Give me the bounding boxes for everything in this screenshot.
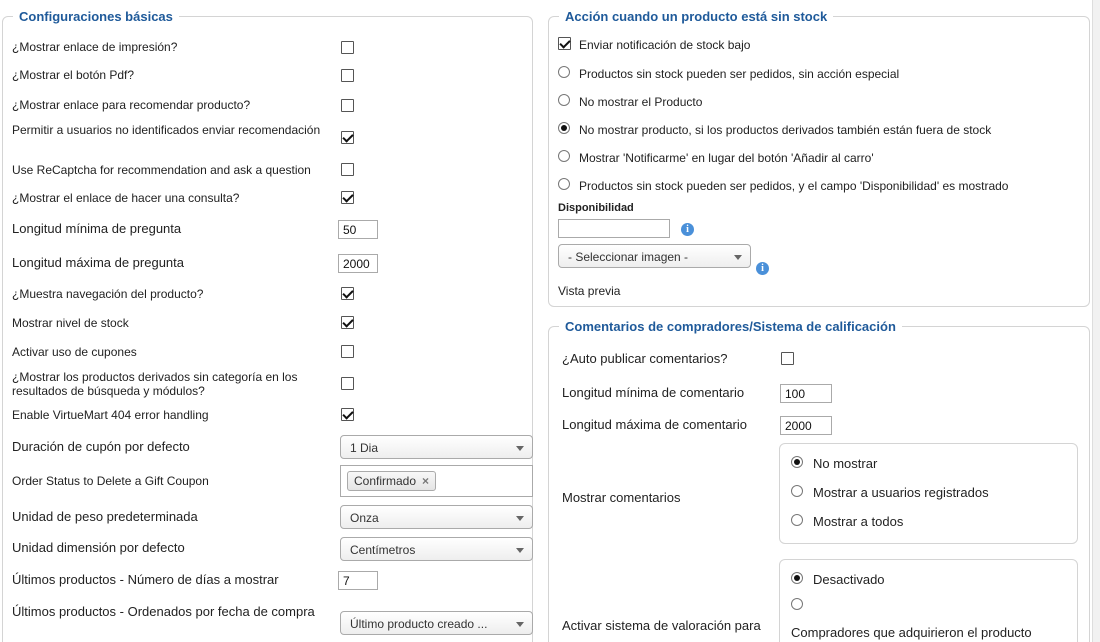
dimension-unit-row <box>12 541 185 555</box>
max-question-label: Longitud máxima de pregunta <box>12 255 185 270</box>
recaptcha-row <box>12 163 311 177</box>
recommend-link-checkbox[interactable] <box>341 99 354 112</box>
recaptcha-checkbox[interactable] <box>341 163 354 176</box>
anon-recommend-label: Permitir a usuarios no identificados enviar recomendación <box>12 123 321 137</box>
stock-level-label: Mostrar nivel de stock <box>12 316 129 330</box>
product-nav-checkbox[interactable] <box>341 287 354 300</box>
anon-recommend-row <box>12 123 322 137</box>
recaptcha-label: Use ReCaptcha for recommendation and ask a question <box>12 163 311 177</box>
coupons-row <box>12 345 137 359</box>
anon-recommend-checkbox[interactable] <box>341 131 354 144</box>
chevron-down-icon <box>516 446 524 451</box>
reviews-legend: Comentarios de compradores/Sistema de calificación <box>559 319 902 334</box>
show-comments-radio-0[interactable] <box>791 456 803 468</box>
show-comments-radio-2[interactable] <box>791 514 803 526</box>
basic-settings-legend: Configuraciones básicas <box>13 9 179 24</box>
ask-question-label: ¿Mostrar el enlace de hacer una consulta? <box>12 191 240 205</box>
close-icon[interactable]: × <box>422 474 430 488</box>
chevron-down-icon <box>516 622 524 627</box>
status-tag <box>347 471 436 491</box>
stock-option-label-1: No mostrar el Producto <box>579 95 703 109</box>
error-404-row <box>12 408 209 422</box>
coupons-label: Activar uso de cupones <box>12 345 137 359</box>
show-comments-option-1: Mostrar a usuarios registrados <box>813 485 989 500</box>
rating-buyers-text: Compradores que adquirieron el producto <box>791 625 1032 640</box>
max-question-row <box>12 256 184 270</box>
stock-option-radio-0[interactable] <box>558 66 570 78</box>
stock-level-checkbox[interactable] <box>341 316 354 329</box>
min-comment-input[interactable] <box>780 384 832 403</box>
max-comment-label: Longitud máxima de comentario <box>562 417 747 432</box>
pdf-button-row <box>12 68 134 82</box>
pdf-button-label: ¿Mostrar el botón Pdf? <box>12 68 135 82</box>
show-comments-option-2: Mostrar a todos <box>813 514 904 529</box>
weight-unit-label: Unidad de peso predeterminada <box>12 509 198 524</box>
print-link-checkbox[interactable] <box>341 41 354 54</box>
availability-input[interactable] <box>558 219 670 238</box>
info-icon[interactable]: i <box>681 223 694 236</box>
product-nav-label: ¿Muestra navegación del producto? <box>12 287 204 301</box>
chevron-down-icon <box>516 548 524 553</box>
max-comment-input[interactable] <box>780 416 832 435</box>
print-link-row <box>12 40 177 54</box>
auto-publish-checkbox[interactable] <box>781 352 794 365</box>
status-tag-label: Confirmado <box>354 474 417 488</box>
recommend-link-row <box>12 98 250 112</box>
chevron-down-icon <box>516 516 524 521</box>
auto-publish-label: ¿Auto publicar comentarios? <box>562 351 728 366</box>
latest-order-select[interactable] <box>340 611 533 635</box>
coupon-duration-label: Duración de cupón por defecto <box>12 439 190 454</box>
dimension-unit-value: Centímetros <box>350 543 416 557</box>
recommend-link-label: ¿Mostrar enlace para recomendar producto? <box>12 98 251 112</box>
weight-unit-select[interactable] <box>340 505 533 529</box>
min-comment-label: Longitud mínima de comentario <box>562 385 745 400</box>
uncat-children-checkbox[interactable] <box>341 377 354 390</box>
stock-option-label-2: No mostrar producto, si los productos derivados también están fuera de stock <box>579 123 992 137</box>
stock-level-row <box>12 316 129 330</box>
stock-option-label-4: Productos sin stock pueden ser pedidos, y el campo 'Disponibilidad' es mostrado <box>579 179 1009 193</box>
info-icon[interactable]: i <box>756 262 769 275</box>
ask-question-checkbox[interactable] <box>341 191 354 204</box>
print-link-label: ¿Mostrar enlace de impresión? <box>12 40 178 54</box>
rating-system-radio-1[interactable] <box>791 598 803 610</box>
error-404-label: Enable VirtueMart 404 error handling <box>12 408 209 422</box>
uncat-children-row <box>12 370 330 398</box>
stock-option-radio-4[interactable] <box>558 178 570 190</box>
stock-option-radio-3[interactable] <box>558 150 570 162</box>
coupon-duration-value: 1 Dia <box>350 441 379 455</box>
latest-order-label: Últimos productos - Ordenados por fecha de compra <box>12 604 315 619</box>
preview-label: Vista previa <box>558 284 621 298</box>
uncat-children-label: ¿Mostrar los productos derivados sin categoría en los resultados de búsqueda y módulos? <box>12 370 298 398</box>
show-comments-option-0: No mostrar <box>813 456 878 471</box>
min-question-row <box>12 222 181 236</box>
rating-system-option-0: Desactivado <box>813 572 885 587</box>
product-nav-row <box>12 287 203 301</box>
coupon-duration-select[interactable] <box>340 435 533 459</box>
stock-option-radio-2[interactable] <box>558 122 570 134</box>
stock-option-radio-1[interactable] <box>558 94 570 106</box>
weight-unit-value: Onza <box>350 511 379 525</box>
coupon-duration-row <box>12 440 190 454</box>
error-404-checkbox[interactable] <box>341 408 354 421</box>
gift-coupon-label: Order Status to Delete a Gift Coupon <box>12 474 209 488</box>
gift-coupon-multiselect[interactable] <box>340 465 533 497</box>
weight-unit-row <box>12 510 198 524</box>
low-stock-label: Enviar notificación de stock bajo <box>579 38 751 52</box>
gift-coupon-row <box>12 474 209 488</box>
image-select-value: - Seleccionar imagen - <box>568 250 689 264</box>
image-select[interactable] <box>558 244 751 268</box>
rating-system-radio-0[interactable] <box>791 572 803 584</box>
stock-option-label-0: Productos sin stock pueden ser pedidos, sin acción especial <box>579 67 900 81</box>
show-comments-label: Mostrar comentarios <box>562 490 681 505</box>
dimension-unit-label: Unidad dimensión por defecto <box>12 540 185 555</box>
latest-days-label: Últimos productos - Número de días a mostrar <box>12 572 279 587</box>
dimension-unit-select[interactable] <box>340 537 533 561</box>
latest-order-value: Último producto creado ... <box>350 617 488 631</box>
vertical-scrollbar[interactable] <box>1092 0 1100 642</box>
latest-days-input[interactable] <box>338 571 378 590</box>
ask-question-row <box>12 191 239 205</box>
coupons-checkbox[interactable] <box>341 345 354 358</box>
min-question-input[interactable] <box>338 220 378 239</box>
show-comments-radio-1[interactable] <box>791 485 803 497</box>
max-question-input[interactable] <box>338 254 378 273</box>
rating-system-label: Activar sistema de valoración para <box>562 618 761 633</box>
latest-order-row <box>12 605 317 619</box>
availability-label: Disponibilidad <box>558 202 634 214</box>
latest-days-row <box>12 573 279 587</box>
low-stock-checkbox[interactable] <box>558 37 571 50</box>
stock-action-legend: Acción cuando un producto está sin stock <box>559 9 833 24</box>
pdf-button-checkbox[interactable] <box>341 69 354 82</box>
chevron-down-icon <box>734 255 742 260</box>
min-question-label: Longitud mínima de pregunta <box>12 221 182 236</box>
stock-option-label-3: Mostrar 'Notificarme' en lugar del botón 'Añadir al carro' <box>579 151 874 165</box>
